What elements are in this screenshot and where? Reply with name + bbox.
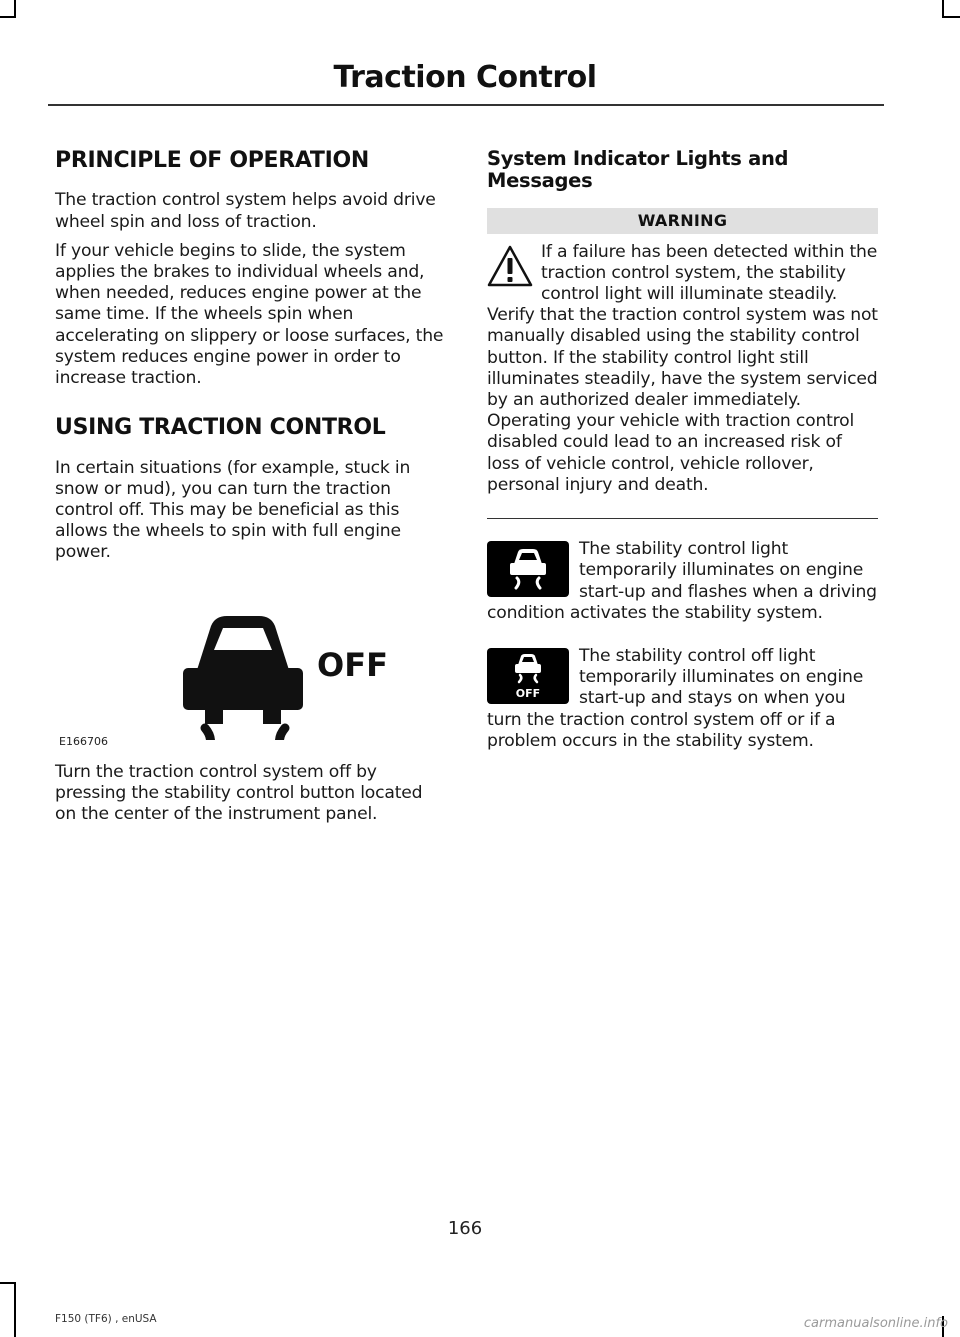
paragraph-principle-1: The traction control system helps avoid drive wheel spin and loss of traction. [55, 190, 436, 232]
stability-control-off-light [487, 648, 569, 704]
watermark: carmanualsonline.info [803, 1316, 948, 1331]
crop-mark [14, 1282, 16, 1337]
off-label: OFF [317, 645, 388, 684]
crop-mark [942, 16, 960, 18]
right-column [487, 140, 878, 774]
warning-banner: WARNING [487, 208, 878, 234]
section-heading-indicators: System Indicator Lights and Messages [487, 147, 789, 192]
stability-control-off-light-icon [503, 651, 553, 701]
warning-triangle-icon [487, 244, 533, 288]
indicator-stability-control-text: The stability control light temporarily illuminates on engine start-up and flashes when a driving condition activates the stability system. [487, 539, 877, 623]
warning-divider [487, 518, 878, 519]
traction-off-figure [55, 580, 448, 752]
figure-code: E166706 [59, 734, 108, 748]
paragraph-using-2: Turn the traction control system off by pressing the stability control button located on the center of the instrument panel. [55, 761, 423, 825]
traction-control-off-icon [177, 610, 437, 740]
crop-mark [0, 1282, 16, 1284]
section-heading-using: USING TRACTION CONTROL [55, 415, 386, 441]
indicator-stability-control [487, 539, 878, 632]
paragraph-principle-2: If your vehicle begins to slide, the system applies the brakes to individual wheels and, when needed, reduces engine power at the same time. If the wheels spin when accelerating on slippery or loose surfaces, the system reduces engine power in order to increase traction. [55, 240, 444, 389]
indicator-stability-control-off [487, 646, 878, 760]
indicator-stability-control-off-text: The stability control off light temporarily illuminates on engine start-up and stays on when you turn the traction control system off or if a problem occurs in the stability system. [487, 645, 864, 751]
crop-mark [0, 16, 16, 18]
left-column [55, 140, 448, 833]
warning-text: If a failure has been detected within the traction control system, the stability control light will illuminate steadily. Verify that the traction control system was not manually disabled using the stability control button. If the stability control light still illuminates steadily, have the system serviced by an authorized dealer immediately. Operating your vehicle with traction control disabled could lead to an increased risk of loss of vehicle control, vehicle rollover, personal injury and death. [487, 241, 878, 495]
stability-control-light [487, 541, 569, 597]
off-label: OFF [515, 686, 541, 700]
section-heading-principle: PRINCIPLE OF OPERATION [55, 148, 370, 173]
paragraph-using-1: In certain situations (for example, stuck in snow or mud), you can turn the traction control off. This may be beneficial as this allows the wheels to spin with full engine power. [55, 457, 411, 563]
page-number: 166 [447, 1218, 483, 1239]
header-divider [48, 104, 884, 106]
page-title: Traction Control [333, 60, 597, 95]
warning-box [487, 242, 878, 504]
stability-control-light-icon [503, 546, 553, 592]
document-id: F150 (TF6) , enUSA [55, 1313, 157, 1325]
